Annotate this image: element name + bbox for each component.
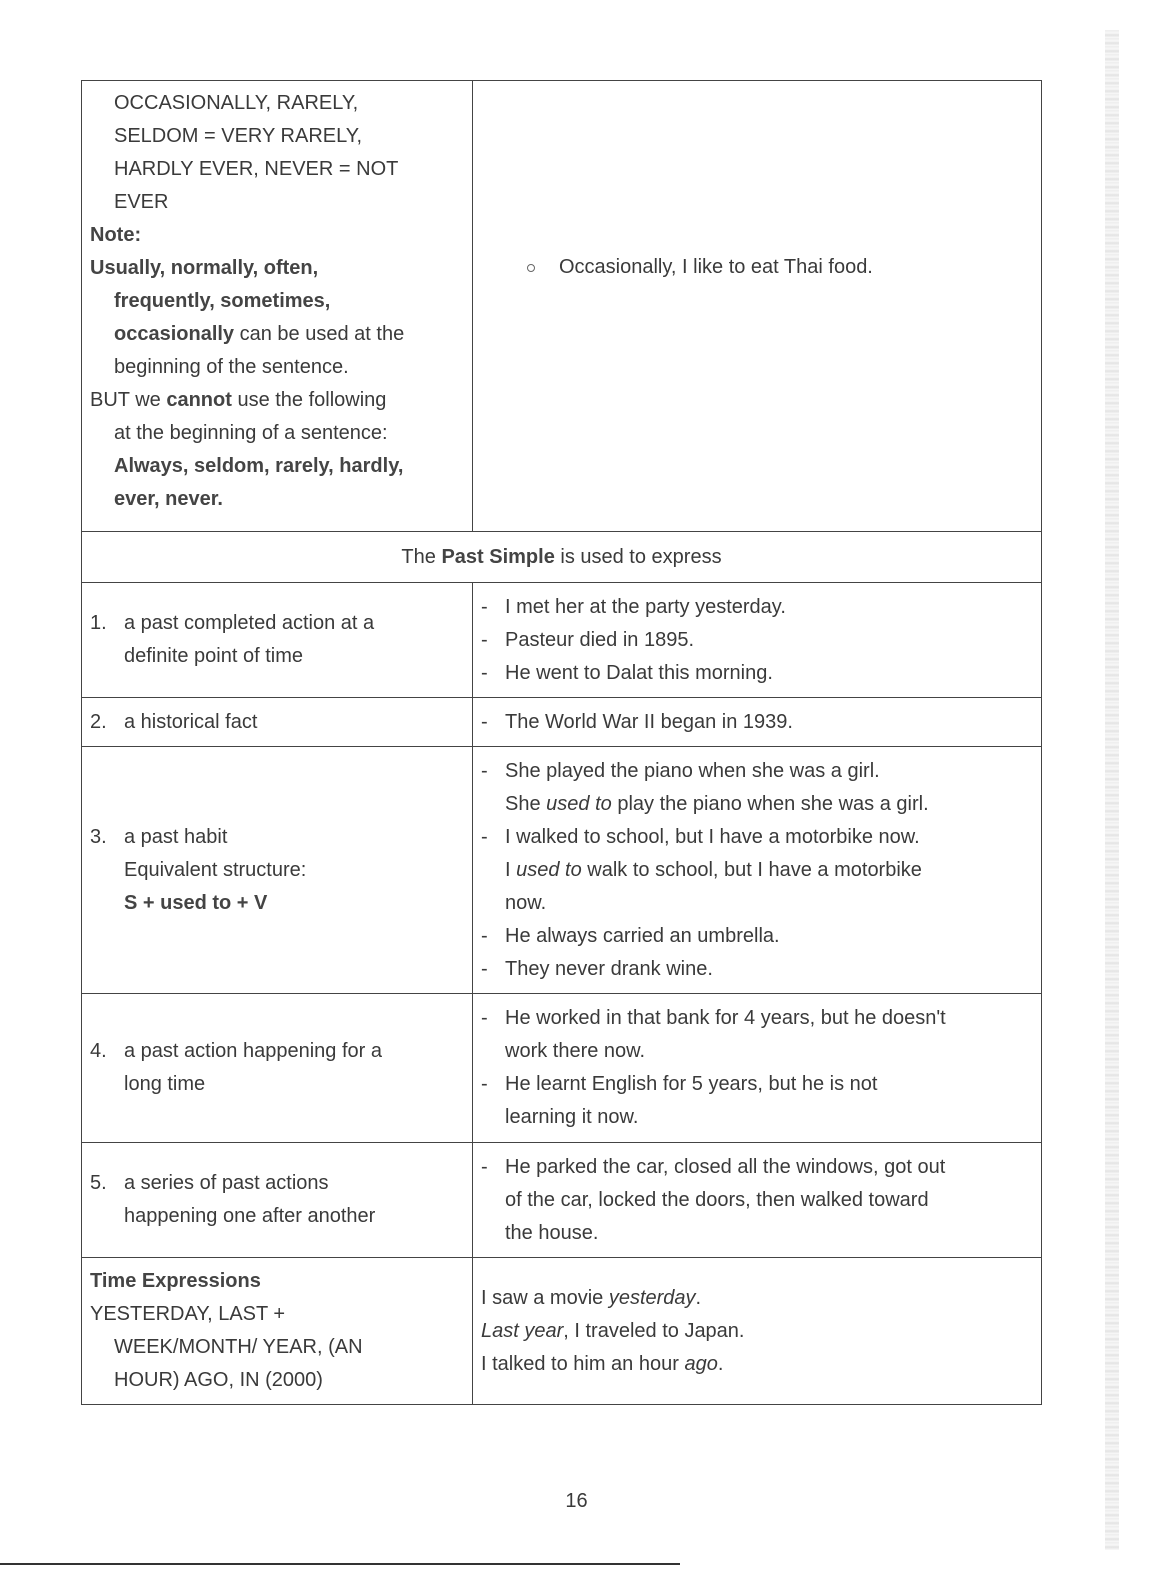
frequency-example (481, 251, 1033, 284)
italic-text: ago (684, 1352, 718, 1375)
section-heading-row (82, 532, 1042, 583)
use-cell (82, 994, 473, 1143)
use-item (90, 706, 464, 739)
example-item (481, 920, 1033, 953)
example-item (481, 706, 1033, 739)
item-number: 4. (90, 1040, 107, 1062)
use-line: definite point of time (124, 645, 303, 667)
use-item (90, 1167, 464, 1233)
dash-icon: - (481, 1073, 488, 1095)
time-examples-cell (473, 1258, 1042, 1405)
italic-text: Last year (481, 1319, 564, 1342)
example-line: learning it now. (505, 1106, 639, 1128)
example-cell (473, 994, 1042, 1143)
example-item (481, 821, 1033, 920)
example-text (505, 1002, 946, 1068)
example-line: I (505, 858, 517, 881)
use-line: long time (124, 1073, 206, 1095)
example-cell (473, 1143, 1042, 1258)
use-line: a past habit (124, 825, 228, 848)
example-item (481, 591, 1033, 624)
use-description (124, 1035, 382, 1101)
but-text: BUT we (90, 389, 167, 411)
use-line: happening one after another (124, 1205, 376, 1227)
example-text (505, 821, 922, 920)
adverb-list-line: HARDLY EVER, NEVER = NOT (114, 158, 399, 180)
dash-icon: - (481, 825, 488, 848)
item-number: 2. (90, 710, 107, 733)
note-bold-text: occasionally (114, 323, 235, 345)
use-item (90, 1035, 464, 1101)
dash-icon: - (481, 628, 488, 651)
use-cell (82, 1143, 473, 1258)
example-cell (473, 698, 1042, 747)
italic-text: yesterday (608, 1286, 696, 1309)
example-cell (473, 583, 1042, 698)
frequency-rules-cell (82, 81, 473, 532)
example-line: She played the piano when she was a girl. (505, 759, 880, 782)
example-item (481, 1068, 1033, 1134)
example-text: . (717, 1352, 724, 1375)
table-row (82, 994, 1042, 1143)
scanned-page-edge (1105, 30, 1119, 1550)
example-cell (473, 747, 1042, 994)
example-text: I saw a movie (481, 1286, 609, 1309)
page-number: 16 (565, 1490, 588, 1512)
dash-icon: - (481, 1007, 488, 1029)
dash-icon: - (481, 710, 488, 733)
note-line: frequently, sometimes, (114, 290, 331, 312)
example-item (481, 1151, 1033, 1250)
adverb-list-line: SELDOM = VERY RARELY, (114, 125, 363, 147)
item-number: 1. (90, 612, 107, 634)
use-description (124, 1167, 375, 1233)
but-line (90, 384, 464, 417)
frequency-example-cell (473, 81, 1042, 532)
italic-text: used to (516, 858, 582, 881)
example-line: He learnt English for 5 years, but he is not (505, 1073, 878, 1095)
time-expressions-cell (82, 1258, 473, 1405)
use-cell (82, 698, 473, 747)
example-text: He went to Dalat this morning. (505, 661, 773, 684)
grammar-table (81, 80, 1042, 1405)
example-text: Pasteur died in 1895. (505, 628, 695, 651)
bullet-icon (527, 264, 535, 272)
bottom-rule (0, 1563, 680, 1565)
note-line (90, 318, 464, 351)
example-item (481, 755, 1033, 821)
example-line: He worked in that bank for 4 years, but he doesn't (505, 1007, 946, 1029)
restricted-adverbs-line: Always, seldom, rarely, hardly, (114, 455, 404, 477)
note-label: Note: (90, 224, 142, 246)
table-row-time-expressions (82, 1258, 1042, 1405)
example-text: I talked to him an hour (481, 1352, 685, 1375)
example-text: , I traveled to Japan. (563, 1319, 745, 1342)
use-line: a series of past actions (124, 1172, 329, 1194)
use-description: a historical fact (124, 710, 258, 733)
dash-icon: - (481, 661, 488, 684)
time-example (481, 1282, 1033, 1315)
example-item (481, 624, 1033, 657)
example-line: walk to school, but I have a motorbike (581, 858, 922, 881)
table-row (82, 698, 1042, 747)
use-description (124, 821, 306, 920)
example-line: play the piano when she was a girl. (611, 792, 929, 815)
time-expressions-line: YESTERDAY, LAST + (90, 1303, 286, 1325)
heading-text: is used to express (554, 545, 722, 568)
example-text: He always carried an umbrella. (505, 924, 780, 947)
dash-icon: - (481, 595, 488, 618)
but-line: at the beginning of a sentence: (114, 422, 388, 444)
dash-icon: - (481, 1155, 488, 1178)
adverb-list-line: EVER (114, 191, 169, 213)
adverb-list-line: OCCASIONALLY, RARELY, (114, 92, 359, 114)
restricted-adverbs-line: ever, never. (114, 488, 223, 510)
use-description (124, 607, 374, 673)
use-line: Equivalent structure: (124, 858, 307, 881)
example-item (481, 1002, 1033, 1068)
example-line: the house. (505, 1221, 599, 1244)
heading-text: The (401, 545, 442, 568)
use-item (90, 607, 464, 673)
italic-text: used to (546, 792, 612, 815)
example-text: I met her at the party yesterday. (505, 595, 786, 618)
use-cell (82, 583, 473, 698)
table-row (82, 747, 1042, 994)
example-text: Occasionally, I like to eat Thai food. (559, 256, 873, 278)
example-line: of the car, locked the doors, then walked toward (505, 1188, 929, 1211)
example-item (481, 953, 1033, 986)
example-item (481, 657, 1033, 690)
example-text (505, 755, 929, 821)
example-text: They never drank wine. (505, 957, 713, 980)
example-line: He parked the car, closed all the windows, got out (505, 1155, 946, 1178)
note-text: can be used at the (234, 323, 405, 345)
use-line: a past completed action at a (124, 612, 375, 634)
note-line: beginning of the sentence. (114, 356, 349, 378)
but-bold-text: cannot (166, 389, 232, 411)
use-line: a past action happening for a (124, 1040, 382, 1062)
note-line: Usually, normally, often, (90, 257, 319, 279)
time-example (481, 1348, 1033, 1381)
but-text: use the following (231, 389, 387, 411)
use-item (90, 821, 464, 920)
table-row (82, 1143, 1042, 1258)
time-example (481, 1315, 1033, 1348)
table-row (82, 583, 1042, 698)
structure-formula: S + used to + V (124, 891, 268, 914)
dash-icon: - (481, 924, 488, 947)
example-line: now. (505, 891, 547, 914)
use-cell (82, 747, 473, 994)
example-text (505, 1068, 877, 1134)
time-expressions-line: WEEK/MONTH/ YEAR, (AN (114, 1336, 363, 1358)
example-text: The World War II began in 1939. (505, 710, 793, 733)
dash-icon: - (481, 957, 488, 980)
table-row-frequency (82, 81, 1042, 532)
example-text (505, 1151, 945, 1250)
item-number: 5. (90, 1172, 107, 1194)
time-expressions-title: Time Expressions (90, 1270, 261, 1292)
section-heading (82, 532, 1042, 583)
example-line: work there now. (505, 1040, 646, 1062)
heading-bold-text: Past Simple (441, 545, 555, 568)
example-line: She (505, 792, 547, 815)
dash-icon: - (481, 759, 488, 782)
example-text: . (695, 1286, 702, 1309)
example-line: I walked to school, but I have a motorbike now. (505, 825, 920, 848)
time-expressions-line: HOUR) AGO, IN (2000) (114, 1369, 323, 1391)
item-number: 3. (90, 825, 107, 848)
